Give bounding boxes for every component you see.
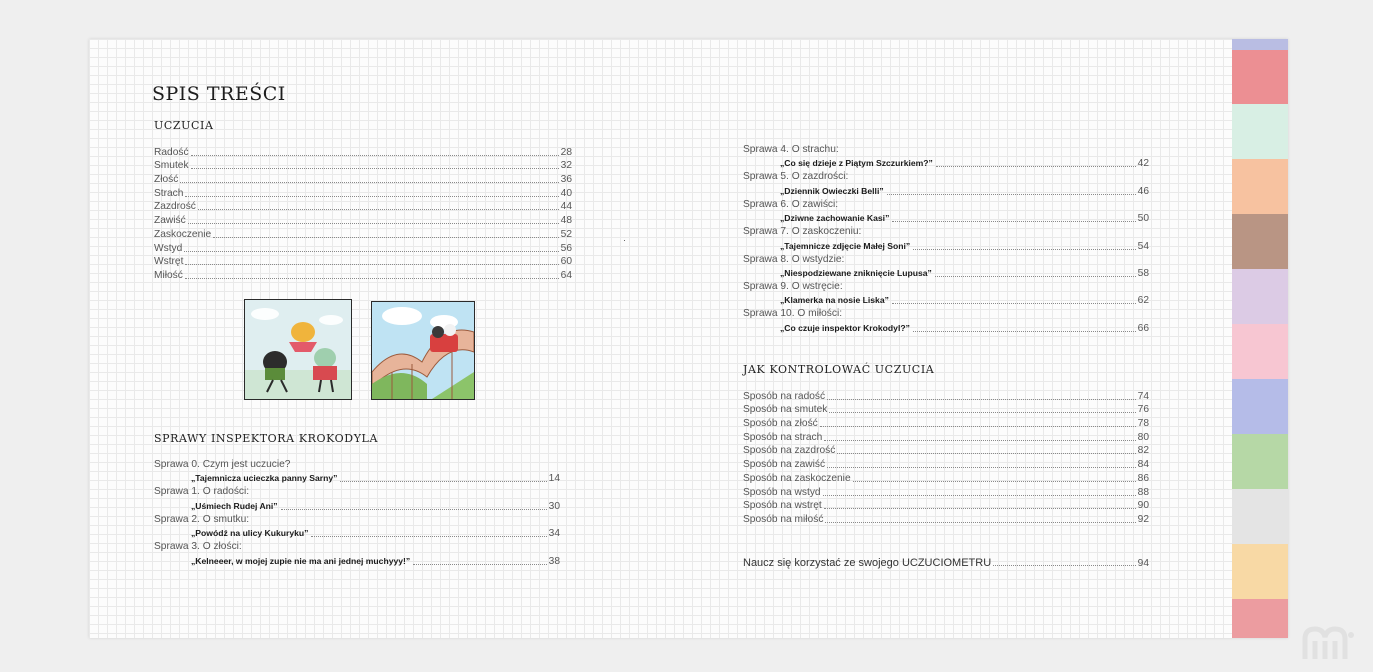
- leader-dots: [936, 166, 1136, 167]
- story-title: „Klamerka na nosie Liska”: [780, 295, 889, 306]
- entry-label: Sposób na miłość: [743, 513, 824, 525]
- entry-label: Sposób na wstręt: [743, 500, 822, 512]
- color-tab: [1232, 50, 1288, 104]
- leader-dots: [185, 278, 559, 279]
- entry-page: 88: [1137, 486, 1149, 498]
- feeling-toc-row: [154, 227, 572, 241]
- story-title: „Co się dzieje z Piątym Szczurkiem?”: [780, 158, 933, 169]
- control-toc-row: [743, 499, 1149, 513]
- illustration-rollercoaster: [371, 301, 475, 400]
- feeling-toc-row: [154, 200, 572, 214]
- print-speck: [624, 240, 625, 241]
- story-row: [743, 294, 1149, 308]
- case-title: Sprawa 1. O radości:: [154, 486, 250, 498]
- final-entry-label: Naucz się korzystać ze swojego UCZUCIOMETRU: [743, 557, 992, 569]
- story-page: 14: [548, 473, 560, 485]
- case-entry: [743, 198, 1149, 225]
- control-toc-row: [743, 389, 1149, 403]
- case-entry: [154, 458, 560, 485]
- story-row: [154, 472, 560, 486]
- story-title: „Uśmiech Rudej Ani”: [191, 500, 278, 511]
- feeling-toc-row: [154, 172, 572, 186]
- story-row: [743, 184, 1149, 198]
- entry-label: Strach: [154, 187, 184, 199]
- color-tab: [1232, 434, 1288, 489]
- leader-dots: [827, 399, 1136, 400]
- entry-label: Miłość: [154, 269, 183, 281]
- final-toc-entry: [743, 555, 1149, 569]
- leader-dots: [340, 481, 546, 482]
- leader-dots: [191, 155, 559, 156]
- entry-label: Sposób na złość: [743, 418, 818, 430]
- leader-dots: [824, 508, 1136, 509]
- cases-toc-left: [154, 458, 560, 568]
- leader-dots: [213, 237, 558, 238]
- entry-page: 60: [560, 256, 572, 268]
- control-toc-row: [743, 430, 1149, 444]
- leader-dots: [892, 303, 1136, 304]
- feelings-heading: UCZUCIA: [154, 119, 214, 132]
- story-title: „Dziwne zachowanie Kasi”: [780, 213, 890, 224]
- leader-dots: [892, 221, 1135, 222]
- case-title: Sprawa 7. O zaskoczeniu:: [743, 226, 862, 238]
- control-toc-row: [743, 457, 1149, 471]
- story-row: [154, 554, 560, 568]
- leader-dots: [913, 331, 1136, 332]
- entry-page: 64: [560, 269, 572, 281]
- story-title: „Powódź na ulicy Kukuryku”: [191, 528, 309, 539]
- entry-page: 76: [1137, 404, 1149, 416]
- story-row: [743, 157, 1149, 171]
- control-toc-row: [743, 416, 1149, 430]
- case-title: Sprawa 9. O wstręcie:: [743, 280, 843, 292]
- feeling-toc-row: [154, 213, 572, 227]
- story-title: „Dziennik Owieczki Belli”: [780, 185, 884, 196]
- story-title: „Kelneeer, w mojej zupie nie ma ani jednej muchyyy!”: [191, 555, 411, 566]
- story-title: „Co czuje inspektor Krokodyl?”: [780, 322, 910, 333]
- book-spread: [89, 39, 1288, 638]
- case-title: Sprawa 10. O miłości:: [743, 308, 843, 320]
- control-heading: JAK KONTROLOWAĆ UCZUCIA: [743, 363, 935, 376]
- feeling-toc-row: [154, 255, 572, 269]
- entry-label: Wstyd: [154, 242, 183, 254]
- leader-dots: [824, 440, 1135, 441]
- control-toc: [743, 389, 1149, 526]
- feeling-toc-row: [154, 268, 572, 282]
- story-page: 34: [548, 528, 560, 540]
- leader-dots: [823, 495, 1136, 496]
- entry-label: Zaskoczenie: [154, 228, 212, 240]
- feeling-toc-row: [154, 145, 572, 159]
- leader-dots: [311, 536, 546, 537]
- story-row: [743, 211, 1149, 225]
- color-tab: [1232, 544, 1288, 599]
- entry-page: 36: [560, 174, 572, 186]
- color-tab: [1232, 269, 1288, 324]
- cases-heading: SPRAWY INSPEKTORA KROKODYLA: [154, 432, 379, 445]
- entry-page: 78: [1137, 418, 1149, 430]
- leader-dots: [185, 196, 558, 197]
- entry-page: 80: [1137, 431, 1149, 443]
- story-title: „Tajemnicze zdjęcie Małej Soni”: [780, 240, 911, 251]
- story-row: [743, 321, 1149, 335]
- entry-label: Złość: [154, 174, 179, 186]
- entry-label: Sposób na radość: [743, 390, 826, 402]
- entry-page: 28: [560, 146, 572, 158]
- control-toc-row: [743, 403, 1149, 417]
- dancing-characters-image: [245, 300, 351, 399]
- entry-label: Smutek: [154, 160, 189, 172]
- entry-label: Sposób na zaskoczenie: [743, 472, 851, 484]
- leader-dots: [837, 453, 1135, 454]
- story-page: 58: [1137, 267, 1149, 279]
- leader-dots: [913, 249, 1135, 250]
- case-entry: [743, 280, 1149, 307]
- case-title: Sprawa 3. O złości:: [154, 541, 242, 553]
- color-tab: [1232, 489, 1288, 544]
- page-title: SPIS TREŚCI: [152, 83, 286, 105]
- illustration-dancing-characters: [244, 299, 352, 400]
- leader-dots: [413, 564, 546, 565]
- leader-dots: [853, 481, 1136, 482]
- entry-page: 44: [560, 201, 572, 213]
- case-entry: [743, 307, 1149, 334]
- leader-dots: [825, 522, 1135, 523]
- entry-page: 92: [1137, 513, 1149, 525]
- leader-dots: [180, 182, 558, 183]
- color-tab: [1232, 379, 1288, 434]
- color-index-tabs: [1232, 39, 1288, 638]
- story-row: [743, 239, 1149, 253]
- entry-label: Zawiść: [154, 215, 186, 227]
- story-page: 50: [1137, 213, 1149, 225]
- color-tab: [1232, 599, 1288, 638]
- leader-dots: [185, 264, 558, 265]
- color-tab: [1232, 214, 1288, 269]
- rollercoaster-image: [372, 302, 474, 399]
- leader-dots: [820, 426, 1136, 427]
- story-page: 62: [1137, 295, 1149, 307]
- story-page: 54: [1137, 240, 1149, 252]
- story-row: [154, 526, 560, 540]
- feeling-toc-row: [154, 186, 572, 200]
- story-row: [154, 499, 560, 513]
- color-tab: [1232, 104, 1288, 159]
- entry-page: 32: [560, 160, 572, 172]
- case-title: Sprawa 4. O strachu:: [743, 144, 839, 155]
- color-tab: [1232, 159, 1288, 214]
- feelings-toc: [154, 145, 572, 282]
- entry-label: Radość: [154, 146, 189, 158]
- final-entry-page: 94: [1137, 558, 1149, 569]
- entry-page: 84: [1137, 459, 1149, 471]
- feeling-toc-row: [154, 241, 572, 255]
- case-title: Sprawa 6. O zawiści:: [743, 198, 839, 210]
- story-page: 66: [1137, 322, 1149, 334]
- entry-page: 74: [1137, 390, 1149, 402]
- leader-dots: [191, 168, 559, 169]
- case-title: Sprawa 2. O smutku:: [154, 513, 250, 525]
- entry-page: 40: [560, 187, 572, 199]
- entry-page: 86: [1137, 472, 1149, 484]
- leader-dots: [281, 509, 547, 510]
- entry-label: Sposób na zazdrość: [743, 445, 836, 457]
- leader-dots: [827, 467, 1136, 468]
- leader-dots: [993, 565, 1135, 566]
- entry-page: 90: [1137, 500, 1149, 512]
- publisher-logo-icon: [1301, 625, 1355, 661]
- case-entry: [743, 143, 1149, 170]
- entry-page: 82: [1137, 445, 1149, 457]
- entry-label: Zazdrość: [154, 201, 196, 213]
- story-title: „Niespodziewane zniknięcie Lupusa”: [780, 267, 932, 278]
- story-page: 38: [548, 555, 560, 567]
- control-toc-row: [743, 485, 1149, 499]
- case-entry: [743, 253, 1149, 280]
- leader-dots: [829, 412, 1135, 413]
- story-page: 46: [1137, 185, 1149, 197]
- control-toc-row: [743, 471, 1149, 485]
- leader-dots: [198, 209, 559, 210]
- entry-label: Sposób na zawiść: [743, 459, 826, 471]
- case-entry: [154, 485, 560, 512]
- case-entry: [154, 540, 560, 567]
- leader-dots: [887, 194, 1136, 195]
- entry-page: 48: [560, 215, 572, 227]
- leader-dots: [184, 251, 558, 252]
- story-page: 42: [1137, 158, 1149, 170]
- story-title: „Tajemnicza ucieczka panny Sarny”: [191, 473, 338, 484]
- control-toc-row: [743, 444, 1149, 458]
- entry-label: Sposób na strach: [743, 431, 823, 443]
- entry-page: 52: [560, 228, 572, 240]
- cases-toc-right: [743, 143, 1149, 335]
- case-entry: [743, 225, 1149, 252]
- case-entry: [154, 513, 560, 540]
- entry-page: 56: [560, 242, 572, 254]
- story-page: 30: [548, 500, 560, 512]
- case-title: Sprawa 5. O zazdrości:: [743, 171, 849, 183]
- case-title: Sprawa 8. O wstydzie:: [743, 253, 845, 265]
- color-tab: [1232, 39, 1288, 50]
- entry-label: Wstręt: [154, 256, 184, 268]
- case-entry: [743, 170, 1149, 197]
- leader-dots: [935, 276, 1136, 277]
- entry-label: Sposób na smutek: [743, 404, 828, 416]
- color-tab: [1232, 324, 1288, 379]
- control-toc-row: [743, 512, 1149, 526]
- entry-label: Sposób na wstyd: [743, 486, 821, 498]
- feeling-toc-row: [154, 159, 572, 173]
- case-title: Sprawa 0. Czym jest uczucie?: [154, 459, 291, 470]
- story-row: [743, 266, 1149, 280]
- leader-dots: [188, 223, 559, 224]
